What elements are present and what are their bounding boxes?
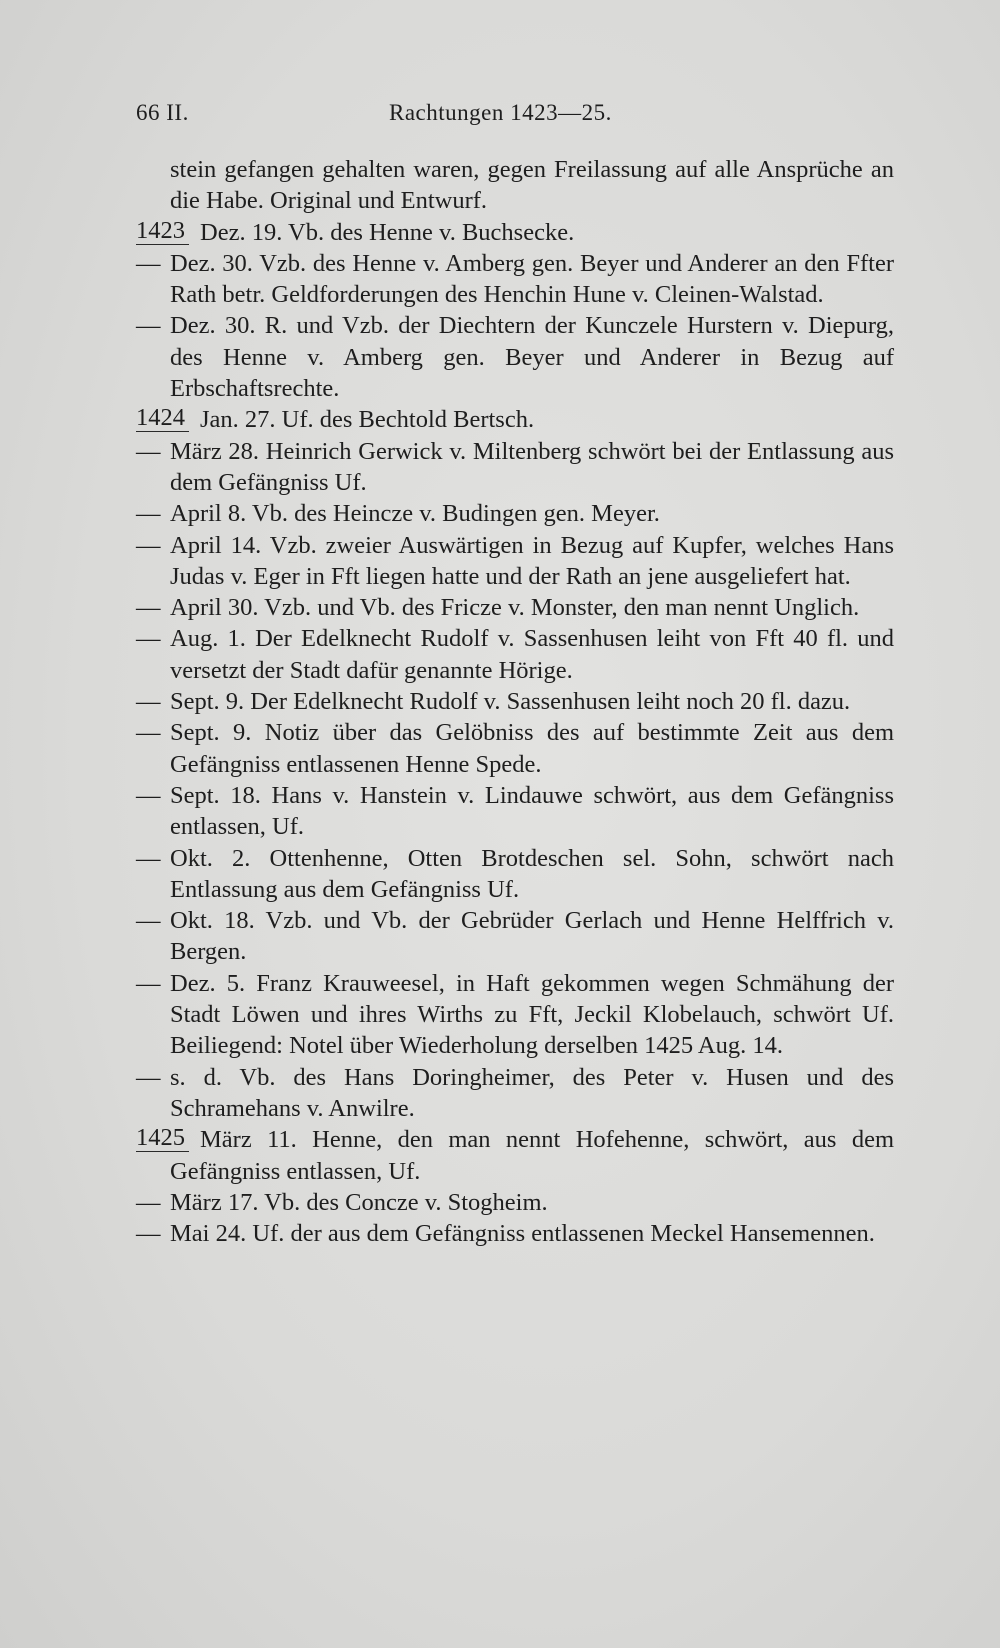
entry-text: Okt. 2. Ottenhenne, Otten Brotdeschen sel. Sohn, schwört nach Entlassung aus dem Gefängniss Uf. [170,844,894,903]
entry-text: Sept. 9. Der Edelknecht Rudolf v. Sassenhusen leiht noch 20 fl. dazu. [170,688,851,716]
entry-list [136,154,894,1249]
entry-dash: — [136,531,161,559]
entry-dash: — [136,688,161,716]
page-header [136,100,896,130]
entry-text: Dez. 5. Franz Krauweesel, in Haft gekommen wegen Schmähung der Stadt Löwen und ihres Wirths zu Fft, Jeckil Klobelauch, schwört Uf. Beiliegend: Notel über Wiederholung derselben 1425 Aug. 14. [170,969,894,1060]
entry-text: Dez. 30. R. und Vzb. der Diechtern der Kunczele Hurstern v. Diepurg, des Henne v. Amberg gen. Beyer und Anderer in Bezug auf Erbschaftsrechte. [170,312,894,403]
entry-text: Sept. 18. Hans v. Hanstein v. Lindauwe schwört, aus dem Gefängniss entlassen, Uf. [170,781,894,841]
entry-text: Dez. 19. Vb. des Henne v. Buchsecke. [200,218,575,246]
entry [136,1124,894,1187]
entry-dash: — [136,437,161,465]
entry [136,154,894,217]
entry-year: 1423 [136,217,189,245]
entry [136,592,894,623]
entry-text: März 28. Heinrich Gerwick v. Miltenberg schwört bei der Entlassung aus dem Gefängniss Uf. [170,437,894,496]
entry-text: Okt. 18. Vzb. und Vb. der Gebrüder Gerlach und Henne Helffrich v. Bergen. [170,907,894,966]
entry-year: 1425 [136,1124,189,1152]
entry-text: März 11. Henne, den man nennt Hofehenne, schwört, aus dem Gefängniss entlassen, Uf. [170,1126,894,1185]
entry-text: April 30. Vzb. und Vb. des Fricze v. Monster, den man nennt Unglich. [170,594,860,622]
entry [136,623,894,686]
entry [136,686,894,717]
entry [136,780,894,843]
entry [136,843,894,906]
entry [136,404,894,435]
entry-text: Sept. 9. Notiz über das Gelöbniss des auf bestimmte Zeit aus dem Gefängniss entlassenen Henne Spede. [170,719,894,778]
entry [136,717,894,780]
entry [136,498,894,529]
entry-dash: — [136,1063,161,1091]
entry [136,530,894,593]
entry-text: März 17. Vb. des Concze v. Stogheim. [170,1188,548,1216]
entry-text: stein gefangen gehalten waren, gegen Freilassung auf alle Ansprüche an die Habe. Original und Entwurf. [170,156,894,215]
entry [136,968,894,1062]
entry [136,217,894,248]
entry [136,1218,894,1249]
entry-dash: — [136,500,161,528]
entry-dash: — [136,1220,161,1248]
entry-text: Mai 24. Uf. der aus dem Gefängniss entlassenen Meckel Hansemennen. [170,1220,875,1248]
entry-dash: — [136,594,161,622]
entry-text: April 8. Vb. des Heincze v. Budingen gen. Meyer. [170,500,660,528]
entry-dash: — [136,719,161,747]
entry-dash: — [136,907,161,935]
entry-year: 1424 [136,404,189,432]
entry-text: Dez. 30. Vzb. des Henne v. Amberg gen. Beyer und Anderer an den Ffter Rath betr. Geldforderungen des Henchin Hune v. Cleinen-Walstad. [170,249,894,309]
entry-dash: — [136,781,161,809]
entry [136,248,894,311]
running-title: Rachtungen 1423—25. [389,100,612,125]
entry [136,905,894,968]
entry-text: Aug. 1. Der Edelknecht Rudolf v. Sassenhusen leiht von Fft 40 fl. und versetzt der Stadt dafür genannte Hörige. [170,625,894,684]
entry-dash: — [136,1188,161,1216]
entry [136,1062,894,1125]
entry-dash: — [136,312,161,340]
entry-text: April 14. Vzb. zweier Auswärtigen in Bezug auf Kupfer, welches Hans Judas v. Eger in Fft liegen hatte und der Rath an jene ausgeliefert hat. [170,531,894,590]
entry [136,436,894,499]
entry-text: Jan. 27. Uf. des Bechtold Bertsch. [200,406,535,434]
entry-dash: — [136,249,161,277]
page-number: 66 II. [136,100,189,125]
entry-dash: — [136,969,161,997]
entry [136,310,894,404]
entry-dash: — [136,844,161,872]
entry [136,1187,894,1218]
entry-dash: — [136,625,161,653]
entry-text: s. d. Vb. des Hans Doringheimer, des Peter v. Husen und des Schramehans v. Anwilre. [170,1063,894,1122]
